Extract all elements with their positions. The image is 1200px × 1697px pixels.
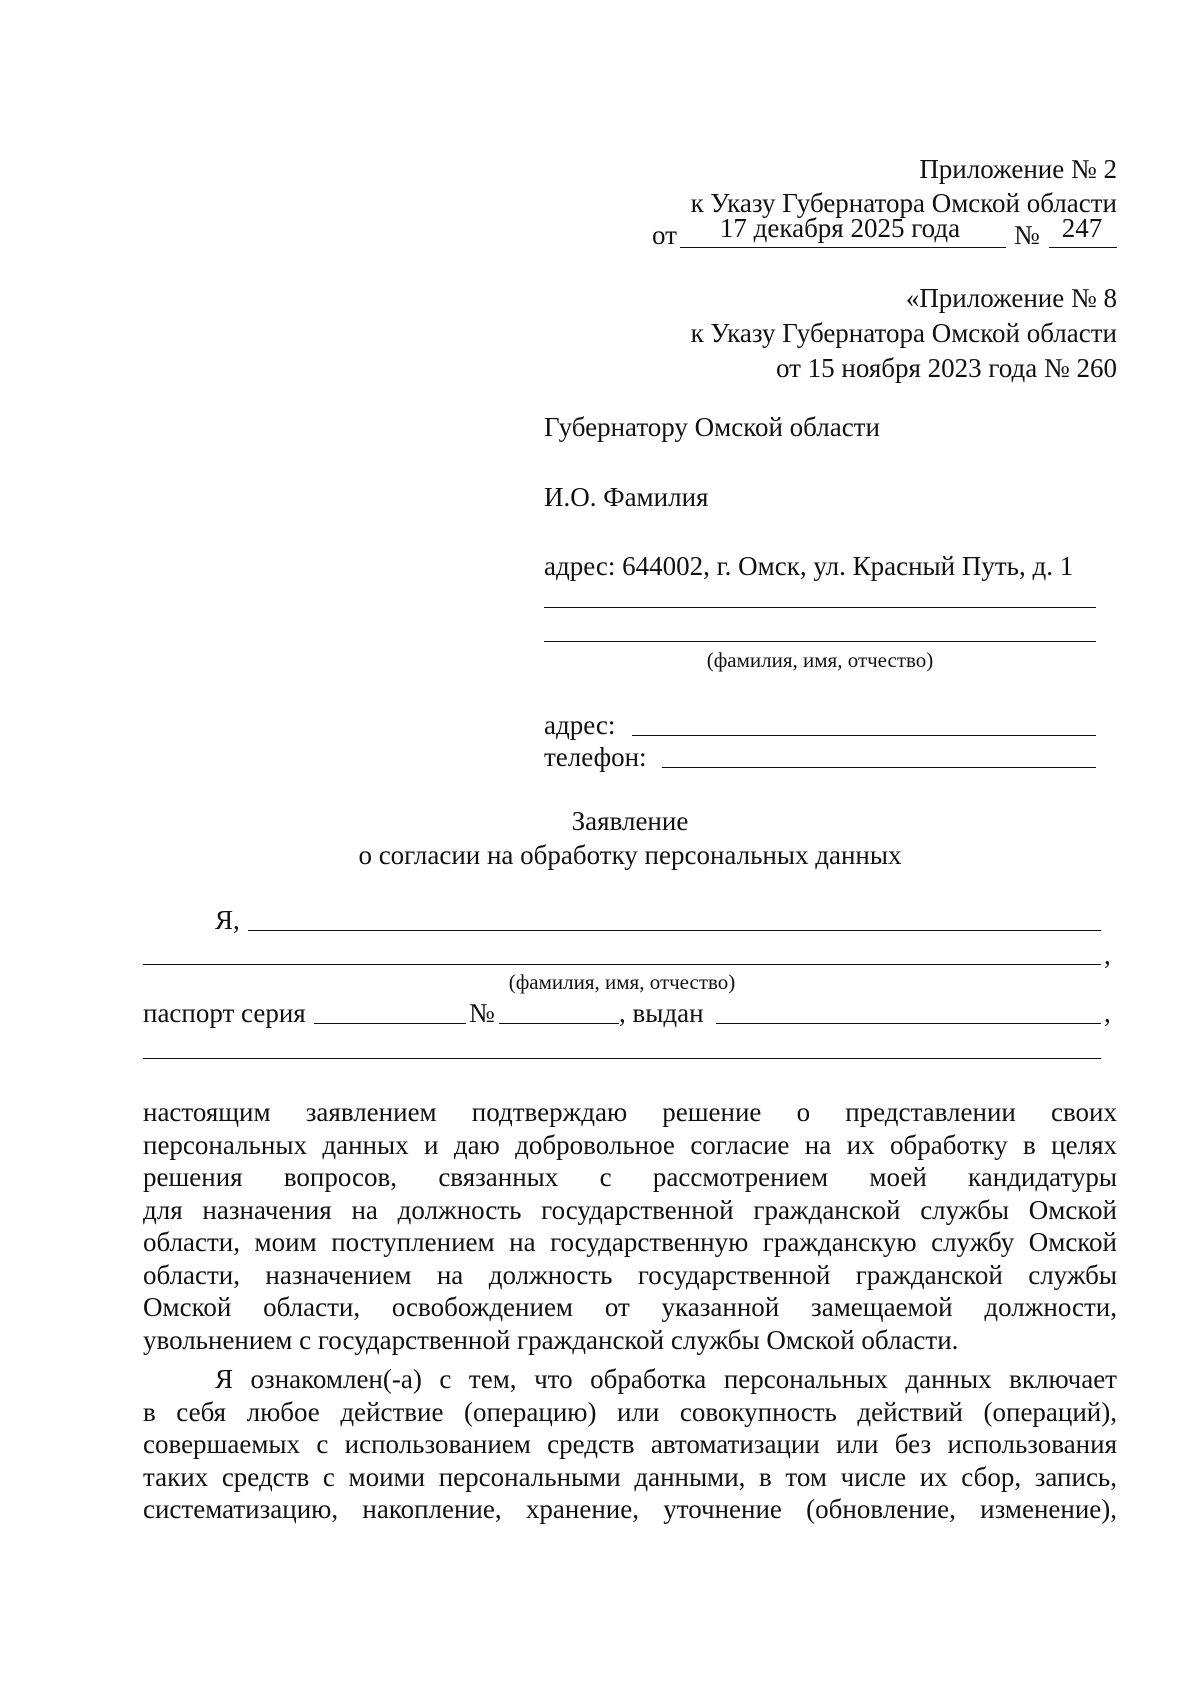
quoted-appendix-title: «Приложение № 8: [905, 283, 1117, 313]
passport-number-field[interactable]: [499, 1023, 619, 1024]
paragraph-line: решения вопросов, связанных с рассмотрением моей кандидатуры: [143, 1162, 1117, 1192]
paragraph-line: Омской области, освобождением от указанной замещаемой должности,: [143, 1292, 1117, 1322]
appendix-title: Приложение № 2: [919, 154, 1117, 184]
addressee-address: адрес: 644002, г. Омск, ул. Красный Путь, д. 1: [544, 551, 1074, 581]
quoted-appendix-to: к Указу Губернатора Омской области: [690, 318, 1117, 348]
passport-series-label: паспорт серия: [143, 998, 306, 1028]
sender-fio-line-2[interactable]: [544, 641, 1096, 642]
addressee-name: И.О. Фамилия: [544, 482, 709, 512]
sender-fio-line-1[interactable]: [544, 607, 1096, 608]
paragraph-line: настоящим заявлением подтверждаю решение о представлении своих: [143, 1097, 1117, 1127]
decree-date: 17 декабря 2025 года: [719, 213, 961, 243]
quoted-appendix-header: [691, 281, 1117, 386]
i-label: Я,: [215, 905, 240, 935]
sender-phone-label: телефон:: [544, 742, 647, 772]
issued-by-field-line-2[interactable]: [143, 1058, 1101, 1059]
quoted-appendix-date: от 15 ноября 2023 года № 260: [775, 353, 1117, 383]
paragraph-line: увольнением с государственной гражданской службы Омской области.: [143, 1324, 959, 1355]
number-label: №: [1014, 220, 1040, 250]
passport-series-field[interactable]: [314, 1023, 466, 1024]
applicant-fio-line-2[interactable]: [143, 964, 1101, 965]
paragraph-line: таких средств с моими персональными данными, в том числе их сбор, запись,: [143, 1461, 1117, 1492]
sender-address-label: адрес:: [544, 710, 616, 740]
paragraph-line: систематизацию, накопление, хранение, уточнение (обновление, изменение),: [143, 1494, 1117, 1524]
decree-date-line: [652, 213, 1117, 254]
sender-address-field[interactable]: [632, 735, 1096, 736]
paragraph-acknowledgement: [143, 1363, 1117, 1526]
paragraph-line: для назначения на должность государственной гражданской службы Омской: [143, 1194, 1117, 1225]
from-label: от: [652, 220, 677, 250]
applicant-fio-caption: (фамилия, имя, отчество): [508, 970, 736, 994]
fio-comma: ,: [1104, 940, 1111, 970]
issued-comma: ,: [1104, 998, 1111, 1028]
sender-phone-field[interactable]: [662, 767, 1096, 768]
appendix-to: к Указу Губернатора Омской области: [690, 188, 1117, 218]
issued-label: , выдан: [619, 998, 704, 1028]
paragraph-line: области, назначением на должность государственной гражданской службы: [143, 1259, 1117, 1290]
passport-number-label: №: [469, 998, 495, 1028]
addressee-to: Губернатору Омской области: [544, 412, 880, 442]
statement-title: [143, 804, 1117, 872]
paragraph-line: в себя любое действие (операцию) или совокупность действий (операций),: [143, 1396, 1117, 1427]
appendix-header: [691, 152, 1117, 220]
sender-fio-caption: (фамилия, имя, отчество): [706, 648, 934, 672]
number-underline: [1049, 247, 1117, 248]
statement-title-line1: Заявление: [571, 806, 689, 836]
statement-title-line2: о согласии на обработку персональных данных: [358, 840, 902, 870]
paragraph-line: совершаемых с использованием средств автоматизации или без использования: [143, 1429, 1117, 1459]
paragraph-consent: [143, 1096, 1117, 1356]
issued-by-field[interactable]: [716, 1023, 1101, 1024]
paragraph-line: области, моим поступлением на государственную гражданскую службу Омской: [143, 1227, 1117, 1257]
paragraph-line: персональных данных и даю добровольное согласие на их обработку в целях: [143, 1129, 1117, 1160]
applicant-fio-line-1[interactable]: [248, 930, 1101, 931]
date-underline: [680, 247, 1006, 248]
paragraph-line: Я ознакомлен(-а) с тем, что обработка персональных данных включает: [215, 1364, 1117, 1394]
decree-number: 247: [1061, 213, 1103, 243]
